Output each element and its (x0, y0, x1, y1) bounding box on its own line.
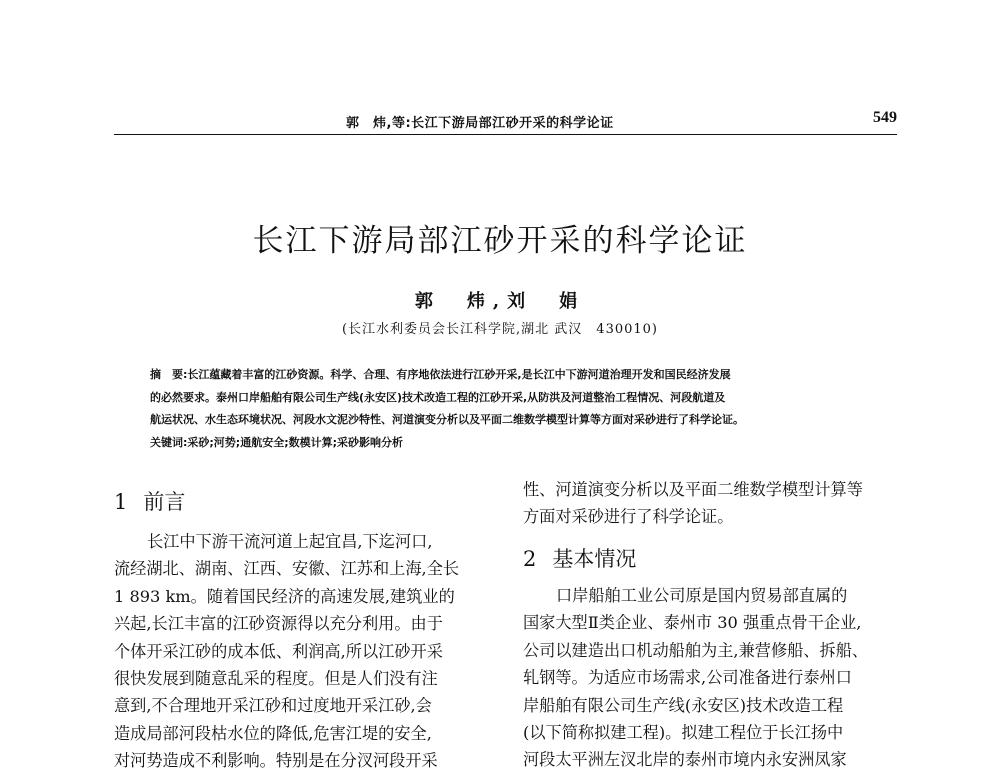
body-line: 很快发展到随意乱采的程度。但是人们没有注 (114, 669, 438, 689)
paper-title: 长江下游局部江砂开采的科学论证 (252, 223, 748, 259)
right-column-continuation (523, 476, 863, 531)
affiliation: (长江水利委员会长江科学院,湖北 武汉 430010) (341, 322, 659, 337)
section-1-number: 1 (114, 490, 128, 514)
abstract (150, 364, 880, 454)
body-line: 造成局部河段枯水位的降低,危害江堤的安全, (114, 723, 432, 743)
body-line: 公司以建造出口机动船舶为主,兼营修船、拆船、 (523, 640, 869, 660)
body-line: 意到,不合理地开采江砂和过度地开采江砂,会 (114, 696, 432, 716)
body-line: 1 893 km。随着国民经济的高速发展,建筑业的 (114, 586, 455, 606)
body-line: 口岸船舶工业公司原是国内贸易部直属的 (556, 586, 848, 605)
section-1-heading (114, 486, 185, 516)
body-line: 长江中下游干流河道上起宜昌,下迄河口, (147, 532, 433, 551)
abstract-line: 摘 要:长江蕴藏着丰富的江砂资源。科学、合理、有序地依法进行江砂开采,是长江中下游河道治理开发和国民经济发展 (150, 368, 731, 381)
body-line: 国家大型Ⅱ类企业、泰州市 30 强重点骨干企业, (523, 613, 862, 633)
body-line: 个体开采江砂的成本低、利润高,所以江砂开采 (114, 641, 443, 661)
section-2-heading (523, 543, 636, 573)
body-line: 兴起,长江丰富的江砂资源得以充分利用。由于 (114, 614, 443, 634)
body-line: 河段太平洲左汊北岸的泰州市境内永安洲凤家 (523, 750, 847, 770)
abstract-line: 航运状况、水生态环境状况、河段水文泥沙特性、河道演变分析以及平面二维数学模型计算等方面对采砂进行了科学论证。 (150, 413, 744, 427)
section-2-number: 2 (523, 547, 537, 571)
body-line: (以下简称拟建工程)。拟建工程位于长江扬中 (523, 723, 844, 743)
section-2-body (523, 582, 868, 774)
body-line: 性、河道演变分析以及平面二维数学模型计算等 (523, 480, 863, 499)
body-line: 岸船舶有限公司生产线(永安区)技术改造工程 (523, 695, 844, 715)
authors: 郭 炜,刘 娟 (414, 291, 586, 312)
running-head-text: 郭 炜,等:长江下游局部江砂开采的科学论证 (346, 116, 614, 131)
section-1-body (114, 528, 459, 775)
header-rule (114, 134, 897, 135)
section-2-title: 基本情况 (552, 547, 637, 571)
body-line: 对河势造成不利影响。特别是在分汊河段开采 (114, 751, 438, 771)
keywords-line: 关键词:采砂;河势;通航安全;数模计算;采砂影响分析 (150, 435, 403, 449)
body-line: 流经湖北、湖南、江西、安徽、江苏和上海,全长 (114, 559, 460, 579)
page-number: 549 (873, 109, 897, 126)
body-line: 轧钢等。为适应市场需求,公司准备进行泰州口 (523, 668, 852, 688)
section-1-title: 前言 (143, 490, 186, 514)
body-line: 方面对采砂进行了科学论证。 (523, 507, 734, 527)
abstract-line: 的必然要求。泰州口岸船舶有限公司生产线(永安区)技术改造工程的江砂开采,从防洪及河道整治工程情况、河段航道及 (150, 390, 726, 404)
